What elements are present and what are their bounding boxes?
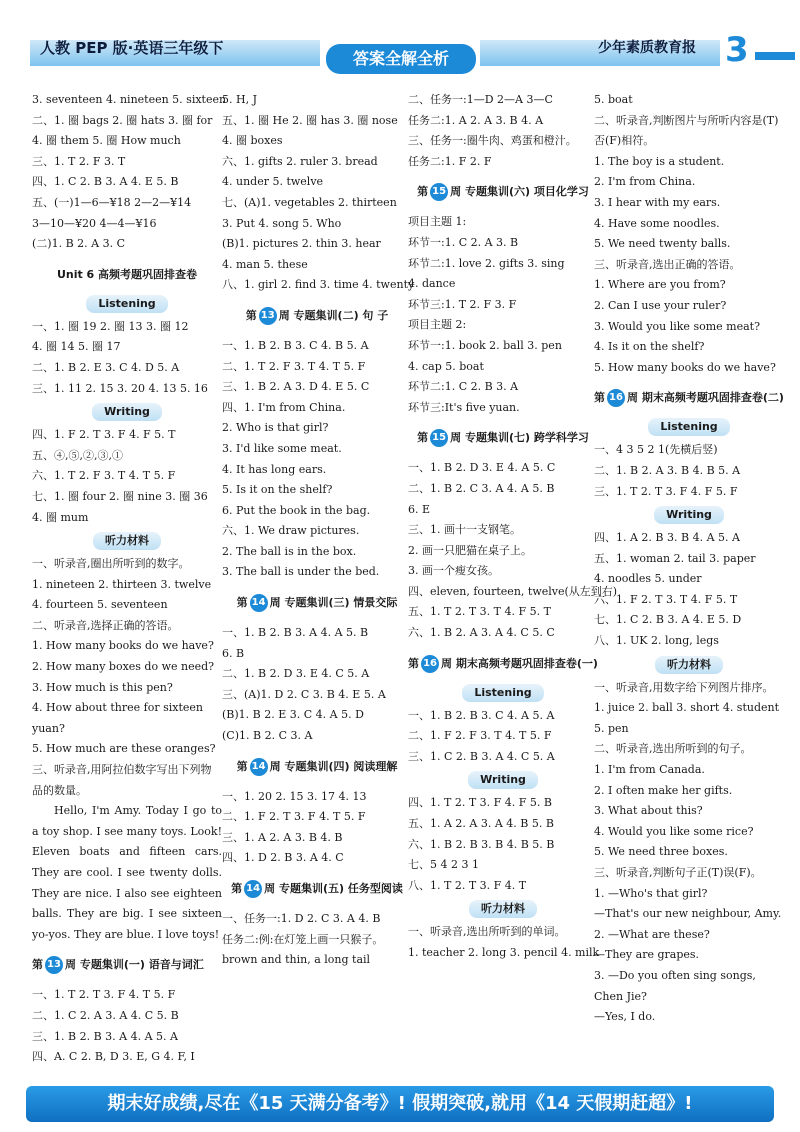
answer-line: 三、1. 11 2. 15 3. 20 4. 13 5. 16 (32, 381, 208, 395)
answer-line: 八、1. UK 2. long, legs (594, 634, 719, 648)
answer-line: 3. What about this? (594, 804, 703, 818)
answer-line: 一、1. B 2. B 3. C 4. B 5. A (222, 338, 369, 352)
answer-line: 三、听录音,用阿拉伯数字写出下列物品的数量。 (32, 763, 212, 797)
promo-footer: 期末好成绩,尽在《15 天满分备考》! 假期突破,就用《14 天假期赶超》! (26, 1086, 774, 1122)
answer-line: 三、1. T 2. T 3. F 4. F 5. F (594, 484, 738, 498)
answer-line: 1. How many books do we have? (32, 639, 214, 653)
answer-line: 八、1. girl 2. find 3. time 4. twenty (222, 278, 415, 292)
answer-line: brown and thin, a long tail (222, 953, 371, 967)
section-title-13-2: 第 13 周 专题集训(二) 句 子 (222, 304, 412, 328)
answer-line: 三、任务一:圈牛肉、鸡蛋和橙汁。 (408, 134, 577, 148)
answer-line: 六、1. B 2. A 3. A 4. C 5. C (408, 626, 555, 640)
unit-title: Unit 6 高频考题巩固排查卷 (56, 267, 198, 281)
listening-passage: Hello, I'm Amy. Today I go to a toy shop. I see many toys. Look! Eleven boats and fifteen cars. They are cool. I see twenty dolls. They are nice. I also see eighteen balls. They are big. I see sixteen yo-yos. They are blue. I love toys! (32, 804, 222, 941)
answer-line: 五、1. A 2. A 3. A 4. B 5. B (408, 817, 554, 831)
answer-line: 任务二:例:在灯笼上画一只猴子。 (222, 932, 384, 946)
answer-line: 4. dance (408, 277, 456, 291)
col4-listening-lines (594, 440, 784, 502)
answer-line: 3. The ball is under the bed. (222, 565, 380, 579)
answer-line: 四、A. C 2. B, D 3. E, G 4. F, I (32, 1050, 195, 1064)
answer-line: 二、1. C 2. A 3. A 4. C 5. B (32, 1008, 179, 1022)
answer-line: 六、1. gifts 2. ruler 3. bread (222, 154, 378, 168)
answer-line: 二、1. B 2. A 3. B 4. B 5. A (594, 463, 741, 477)
answer-line: 3. Would you like some meat? (594, 319, 760, 333)
answer-line: 1. Where are you from? (594, 278, 726, 292)
answer-line: 三、1. B 2. A 3. D 4. E 5. C (222, 380, 370, 394)
answer-line: 5. We need three boxes. (594, 845, 728, 859)
answer-line: 4. 圈 14 5. 圈 17 (32, 340, 121, 354)
answer-line: 6. B (222, 646, 245, 660)
answer-line: 环节一:1. C 2. A 3. B (408, 235, 519, 249)
answer-line: 三、1. T 2. F 3. T (32, 154, 126, 168)
answer-line: 4. 圈 them 5. 圈 How much (32, 134, 181, 148)
answer-line: 四、1. T 2. T 3. F 4. F 5. B (408, 796, 552, 810)
section-title-14-4: 第 14 周 专题集训(四) 阅读理解 (222, 755, 412, 779)
answer-line: 环节三:It's five yuan. (408, 400, 520, 414)
section-title-16-1: 第 16 周 期末高频考题巩固排查卷(一) (408, 652, 598, 676)
page-number-bar (755, 52, 795, 60)
answer-line: 三、(A)1. D 2. C 3. B 4. E 5. A (222, 687, 386, 701)
answer-line: 七、1. C 2. B 3. A 4. E 5. D (594, 613, 742, 627)
answer-line: 三、1. B 2. B 3. A 4. A 5. A (32, 1029, 178, 1043)
answer-line: 七、(A)1. vegetables 2. thirteen (222, 195, 397, 209)
answer-line: —They are grapes. (594, 948, 700, 962)
edition-label: 人教 PEP 版·英语三年级下 (40, 39, 224, 57)
answer-line: 2. The ball is in the box. (222, 544, 357, 558)
column-2 (222, 90, 415, 971)
answer-line: 1. nineteen 2. thirteen 3. twelve (32, 577, 212, 591)
col1-writing-lines (32, 425, 222, 528)
answer-line: 六、1. T 2. F 3. T 4. T 5. F (32, 469, 176, 483)
answer-line: 二、1. T 2. F 3. T 4. T 5. F (222, 359, 366, 373)
col3-material-lines (408, 922, 598, 963)
answer-line: 4. Have some noodles. (594, 216, 720, 230)
answer-line: 四、1. C 2. B 3. A 4. E 5. B (32, 175, 179, 189)
section-title-13-1: 第 13 周 专题集训(一) 语音与词汇 (32, 953, 222, 977)
answer-line: 5. How much are these oranges? (32, 742, 216, 756)
page-number: 3 (725, 30, 749, 70)
col3-writing-lines (408, 793, 598, 896)
answer-line: 一、听录音,选出所听到的单词。 (408, 925, 566, 939)
answer-line: 1. juice 2. ball 3. short 4. student (594, 701, 780, 715)
answer-line: 一、1. 20 2. 15 3. 17 4. 13 (222, 789, 367, 803)
answer-line: 项目主题 1: (408, 215, 467, 229)
answer-line: 1. —Who's that girl? (594, 886, 708, 900)
answer-line: 八、1. T 2. T 3. F 4. T (408, 878, 527, 892)
answer-line: 一、1. T 2. T 3. F 4. T 5. F (32, 988, 176, 1002)
answer-line: 4. 圈 boxes (222, 134, 283, 148)
answer-line: (二)1. B 2. A 3. C (32, 237, 125, 251)
answer-line: 3. seventeen 4. nineteen 5. sixteen (32, 93, 227, 106)
answer-line: 5. How many books do we have? (594, 360, 776, 374)
answer-line: 三、1. C 2. B 3. A 4. C 5. A (408, 749, 555, 763)
section-title-14-5: 第 14 周 专题集训(五) 任务型阅读 (222, 877, 412, 901)
answer-line: 4. It has long ears. (222, 462, 327, 476)
answer-line: 六、1. We draw pictures. (222, 524, 360, 538)
answer-line: 4. Would you like some rice? (594, 824, 754, 838)
answer-line: 一、听录音,圈出所听到的数字。 (32, 557, 190, 571)
answer-line: 五、(一)1—6—¥18 2—2—¥14 (32, 195, 192, 209)
answer-line: 二、听录音,选出所听到的句子。 (594, 742, 752, 756)
answer-line: 4. cap 5. boat (408, 359, 484, 373)
column-4 (594, 90, 784, 1028)
answer-line: 5. boat (594, 93, 633, 106)
material-heading: 听力材料 (594, 656, 784, 674)
answer-line: 4. under 5. twelve (222, 175, 324, 189)
answer-line: 5. pen (594, 721, 629, 735)
answer-line: 3. —Do you often sing songs, Chen Jie? (594, 968, 756, 1003)
newspaper-name: 少年素质教育报 (598, 40, 696, 56)
answer-line: 4. Is it on the shelf? (594, 340, 705, 354)
answer-line: 6. E (408, 502, 431, 516)
answer-line: 4. noodles 5. under (594, 572, 702, 586)
answer-line: 四、eleven, fourteen, twelve(从左到右) (408, 584, 618, 598)
listening-heading: Listening (594, 418, 784, 436)
answer-line: 2. How many boxes do we need? (32, 660, 215, 674)
answer-line: 二、听录音,选择正确的答语。 (32, 618, 179, 632)
answer-line: 环节二:1. love 2. gifts 3. sing (408, 256, 565, 270)
answer-line: 4. 圈 mum (32, 510, 89, 524)
answer-line: 环节二:1. C 2. B 3. A (408, 380, 519, 394)
col3-s6-lines (408, 212, 598, 418)
answer-line: 五、1. 圈 He 2. 圈 has 3. 圈 nose (222, 113, 398, 127)
col3-s7-lines (408, 458, 618, 643)
col2-s2-lines (222, 336, 412, 583)
answer-line: —Yes, I do. (594, 1010, 656, 1024)
answer-banner: 答案全解全析 (326, 44, 476, 74)
answer-line: 二、1. B 2. C 3. A 4. A 5. B (408, 481, 555, 495)
answer-line: 五、1. woman 2. tail 3. paper (594, 551, 756, 565)
answer-line: (C)1. B 2. C 3. A (222, 729, 313, 743)
answer-line: 二、听录音,判断图片与所听内容是(T)否(F)相符。 (594, 113, 779, 148)
col4-top-lines (594, 90, 784, 378)
section-title-15-6: 第 15 周 专题集训(六) 项目化学习 (408, 180, 598, 204)
col4-material-lines (594, 678, 784, 1028)
answer-line: 3. I'd like some meat. (222, 441, 342, 455)
answer-line: 2. 画一只肥猫在桌子上。 (408, 543, 532, 557)
listening-heading: Listening (32, 295, 222, 313)
answer-line: 三、1. A 2. A 3. B 4. B (222, 830, 343, 844)
answer-line: 四、1. I'm from China. (222, 400, 346, 414)
col2-s5-lines (222, 909, 412, 971)
answer-line: 三、1. 画十一支钢笔。 (408, 523, 521, 537)
writing-heading: Writing (594, 506, 784, 524)
answer-line: 任务二:1. F 2. F (408, 154, 492, 168)
page-header (0, 0, 800, 80)
answer-line: 六、1. F 2. T 3. T 4. F 5. T (594, 592, 738, 606)
answer-line: 一、1. B 2. B 3. C 4. A 5. A (408, 708, 555, 722)
col1-sec-lines (32, 985, 222, 1067)
answer-line: 一、任务一:1. D 2. C 3. A 4. B (222, 912, 381, 925)
answer-line: 2. I often make her gifts. (594, 783, 733, 797)
answer-line: 一、1. 圈 19 2. 圈 13 3. 圈 12 (32, 319, 189, 333)
answer-line: 六、1. B 2. B 3. B 4. B 5. B (408, 837, 555, 851)
section-title-14-3: 第 14 周 专题集训(三) 情景交际 (222, 591, 412, 615)
answer-line: 2. Who is that girl? (222, 421, 329, 435)
writing-heading: Writing (32, 403, 222, 421)
answer-line: 项目主题 2: (408, 318, 467, 332)
answer-line: (B)1. pictures 2. thin 3. hear (222, 237, 381, 251)
answer-line: 二、任务一:1—D 2—A 3—C (408, 93, 553, 106)
answer-line: 五、1. T 2. T 3. T 4. F 5. T (408, 605, 551, 619)
answer-line: 三、听录音,选出正确的答语。 (594, 257, 741, 271)
answer-line: 七、1. 圈 four 2. 圈 nine 3. 圈 36 (32, 489, 208, 503)
answer-line: 七、5 4 2 3 1 (408, 858, 479, 872)
col1-listening-lines (32, 317, 222, 399)
answer-line: 3. How much is this pen? (32, 680, 173, 694)
col2-s4-lines (222, 787, 412, 869)
answer-line: 5. Is it on the shelf? (222, 483, 333, 497)
answer-line: 三、听录音,判断句子正(T)误(F)。 (594, 866, 762, 879)
answer-line: 3. 画一个瘦女孩。 (408, 564, 499, 578)
answer-line: 6. Put the book in the bag. (222, 503, 371, 517)
answer-line: 3. I hear with my ears. (594, 195, 721, 209)
answer-line: 一、1. B 2. D 3. E 4. A 5. C (408, 461, 556, 475)
col3-listening-lines (408, 706, 598, 768)
answer-line: 1. I'm from Canada. (594, 763, 705, 777)
answer-line: 4. How about three for sixteen yuan? (32, 701, 203, 735)
answer-line: 二、1. F 2. F 3. T 4. T 5. F (408, 729, 552, 743)
answer-line: 5. We need twenty balls. (594, 237, 731, 251)
answer-line: 4. fourteen 5. seventeen (32, 598, 168, 612)
answer-line: 任务二:1. A 2. A 3. B 4. A (408, 113, 544, 127)
answer-line: 一、听录音,用数字给下列图片排序。 (594, 680, 774, 694)
col3-top-lines (408, 90, 598, 172)
answer-line: 1. teacher 2. long 3. pencil 4. milk (408, 946, 600, 959)
col2-s3-lines (222, 623, 412, 747)
material-heading: 听力材料 (32, 532, 222, 550)
answer-line: 四、1. A 2. B 3. B 4. A 5. A (594, 531, 740, 545)
material-heading: 听力材料 (408, 900, 598, 918)
answer-line: 1. The boy is a student. (594, 154, 725, 168)
answer-line: 二、1. F 2. T 3. F 4. T 5. F (222, 810, 366, 824)
answer-line: 2. Can I use your ruler? (594, 298, 727, 312)
answer-line: 四、1. D 2. B 3. A 4. C (222, 851, 344, 865)
answer-line: 四、1. F 2. T 3. F 4. F 5. T (32, 428, 176, 442)
listening-heading: Listening (408, 684, 598, 702)
answer-line: 3. Put 4. song 5. Who (222, 216, 342, 230)
col2-top-lines (222, 90, 415, 296)
answer-line: 2. —What are these? (594, 927, 710, 941)
writing-heading: Writing (408, 771, 598, 789)
answer-line: 二、1. 圈 bags 2. 圈 hats 3. 圈 for (32, 113, 213, 127)
answer-line: 2. I'm from China. (594, 175, 696, 189)
answer-line: 5. H, J (222, 93, 257, 106)
answer-line: —That's our new neighbour, Amy. (594, 907, 782, 921)
answer-line: 环节一:1. book 2. ball 3. pen (408, 338, 562, 352)
answer-line: 一、1. B 2. B 3. A 4. A 5. B (222, 626, 369, 640)
answer-line: 二、1. B 2. E 3. C 4. D 5. A (32, 360, 180, 374)
col4-writing-lines (594, 528, 784, 652)
answer-line: (B)1. B 2. E 3. C 4. A 5. D (222, 708, 364, 722)
section-title-16-2: 第 16 周 期末高频考题巩固排查卷(二) (594, 386, 784, 410)
answer-line: 环节三:1. T 2. F 3. F (408, 297, 517, 311)
section-title-15-7: 第 15 周 专题集训(七) 跨学科学习 (408, 426, 598, 450)
answer-line: 一、4 3 5 2 1(先横后竖) (594, 443, 718, 457)
answer-line: 二、1. B 2. D 3. E 4. C 5. A (222, 667, 370, 681)
answer-line: 4. man 5. these (222, 257, 308, 271)
answer-line: 3—10—¥20 4—4—¥16 (32, 216, 157, 230)
column-1 (32, 90, 227, 1068)
answer-line: 五、④,⑤,②,③,① (32, 448, 123, 462)
col1-material-lines (32, 554, 222, 801)
col1-top-lines (32, 90, 227, 255)
